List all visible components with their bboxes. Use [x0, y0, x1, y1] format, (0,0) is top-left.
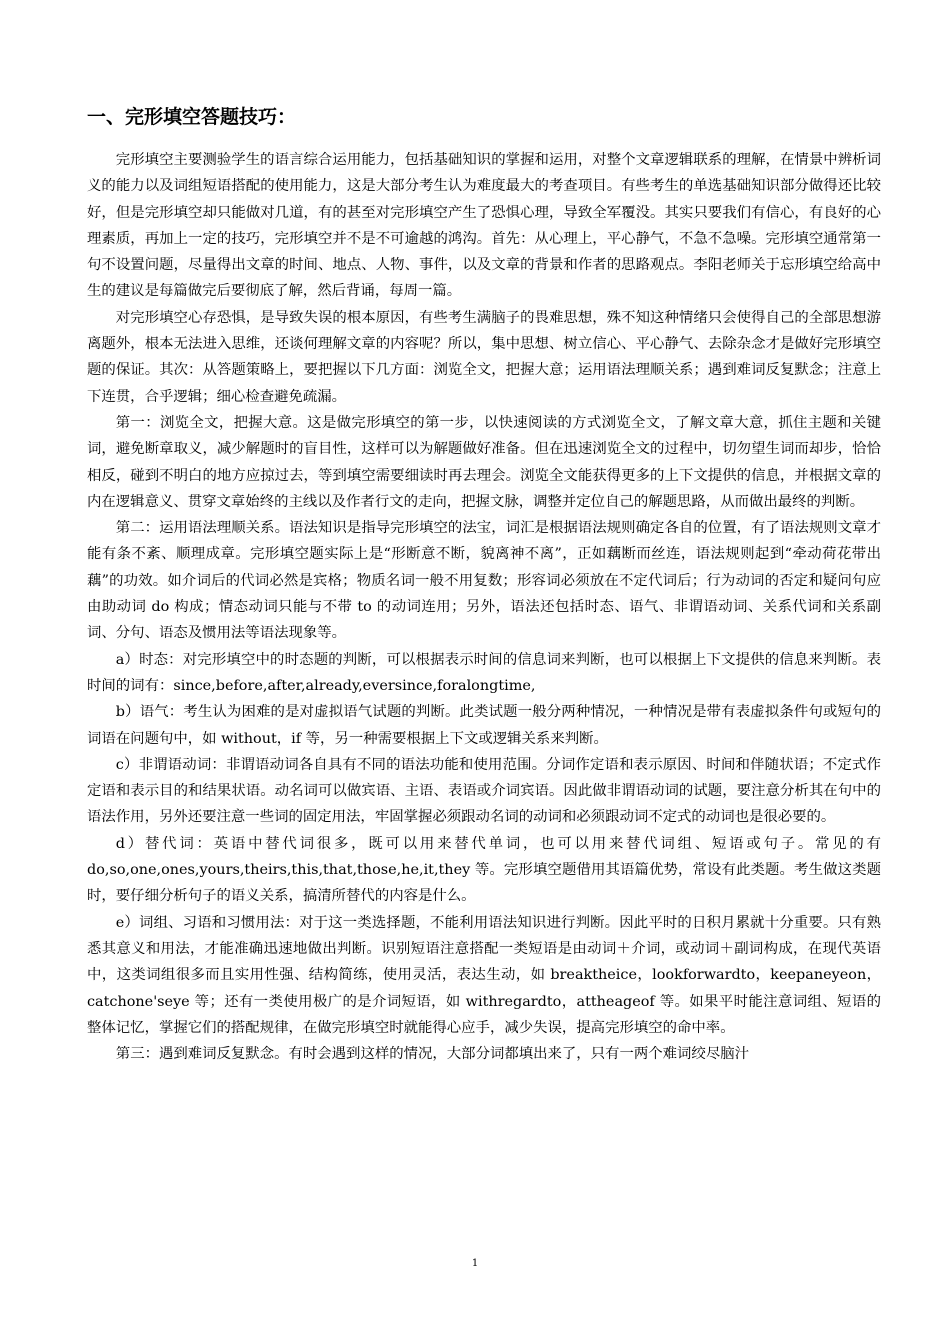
page-number: 1	[471, 1258, 479, 1269]
section-heading: 一、完形填空答题技巧：	[87, 106, 297, 128]
paragraph-step-one: 第一：浏览全文，把握大意。这是做完形填空的第一步，以快速阅读的方式浏览全文，了解文章大意，抓住主题和关键词，避免断章取义，减少解题时的盲目性，这样可以为解题做好准备。但在迅速浏览全文的过程中，切勿望生词而却步，恰恰相反，碰到不明白的地方应掠过去，等到填空需要细读时再去理会。浏览全文能获得更多的上下文提供的信息，并根据文章的内在逻辑意义、贯穿文章始终的主线以及作者行文的走向，把握文脉，调整并定位自己的解题思路，从而做出最终的判断。	[87, 414, 881, 510]
paragraph-intro: 完形填空主要测验学生的语言综合运用能力，包括基础知识的掌握和运用，对整个文章逻辑联系的理解，在情景中辨析词义的能力以及词组短语搭配的使用能力，这是大部分考生认为难度最大的考查项目。有些考生的单选基础知识部分做得还比较好，但是完形填空却只能做对几道，有的甚至对完形填空产生了恐惧心理，导致全军覆没。其实只要我们有信心，有良好的心理素质，再加上一定的技巧，完形填空并不是不可逾越的鸿沟。首先：从心理上，平心静气，不急不急噪。完形填空通常第一句不设置问题，尽量得出文章的时间、地点、人物、事件，以及文章的背景和作者的思路观点。李阳老师关于忘形填空给高中生的建议是每篇做完后要彻底了解，然后背诵，每周一篇。	[87, 152, 881, 300]
paragraph-mood: b）语气：考生认为困难的是对虚拟语气试题的判断。此类试题一般分两种情况，一种情况是带有表虚拟条件句或短句的词语在问题句中，如 without，if 等，另一种需要根据上下文或逻辑关系来判断。	[87, 704, 881, 747]
body-text	[87, 147, 881, 1067]
paragraph-phrases-idioms: e）词组、习语和习惯用法：对于这一类选择题，不能利用语法知识进行判断。因此平时的日积月累就十分重要。只有熟悉其意义和用法，才能准确迅速地做出判断。识别短语注意搭配一类短语是由动词＋介词，或动词＋副词构成，在现代英语中，这类词组很多而且实用性强、结构简练，使用灵活，表达生动，如 breaktheice，lookforwardto，keepaneyeon，catchone'seye 等；还有一类使用极广的是介词短语，如 withregardto，attheageof 等。如果平时能注意词组、短语的整体记忆，掌握它们的搭配规律，在做完形填空时就能得心应手，减少失误，提高完形填空的命中率。	[87, 914, 881, 1036]
paragraph-step-two: 第二：运用语法理顺关系。语法知识是指导完形填空的法宝，词汇是根据语法规则确定各自的位置，有了语法规则文章才能有条不紊、顺理成章。完形填空题实际上是“形断意不断，貌离神不离”，正如藕断而丝连，语法规则起到“牵动荷花带出藕”的功效。如介词后的代词必然是宾格；物质名词一般不用复数；形容词必须放在不定代词后；行为动词的否定和疑问句应由助动词 do 构成；情态动词只能与不带 to 的动词连用；另外，语法还包括时态、语气、非谓语动词、关系代词和关系副词、分句、语态及惯用法等语法现象等。	[87, 520, 881, 642]
paragraph-step-three: 第三：遇到难词反复默念。有时会遇到这样的情况，大部分词都填出来了，只有一两个难词绞尽脑汁	[115, 1046, 749, 1063]
paragraph-substitutes: d）替代词：英语中替代词很多，既可以用来替代单词，也可以用来替代词组、短语或句子。常见的有 do,so,one,ones,yours,theirs,this,that,those,he,it,they 等。完形填空题借用其语篇优势，常设有此类题。考生做这类题时，要仔细分析句子的语义关系，搞清所替代的内容是什么。	[87, 835, 881, 905]
paragraph-nonfinite-verbs: c）非谓语动词：非谓语动词各自具有不同的语法功能和使用范围。分词作定语和表示原因、时间和伴随状语；不定式作定语和表示目的和结果状语。动名词可以做宾语、主语、表语或介词宾语。因此做非谓语动词的试题，要注意分析其在句中的语法作用，另外还要注意一些词的固定用法，牢固掌握必须跟动名词的动词和必须跟动词不定式的动词也是很必要的。	[87, 756, 881, 826]
paragraph-tense: a）时态：对完形填空中的时态题的判断，可以根据表示时间的信息词来判断，也可以根据上下文提供的信息来判断。表时间的词有：since,before,after,already,eversince,foralongtime,	[87, 651, 881, 694]
paragraph-fear: 对完形填空心存恐惧，是导致失误的根本原因，有些考生满脑子的畏难思想，殊不知这种情绪只会使得自己的全部思想游离题外，根本无法进入思维，还谈何理解文章的内容呢？所以，集中思想、树立信心、平心静气、去除杂念才是做好完形填空题的保证。其次：从答题策略上，要把握以下几方面：浏览全文，把握大意；运用语法理顺关系；遇到难词反复默念；注意上下连贯，合乎逻辑；细心检查避免疏漏。	[87, 309, 881, 405]
